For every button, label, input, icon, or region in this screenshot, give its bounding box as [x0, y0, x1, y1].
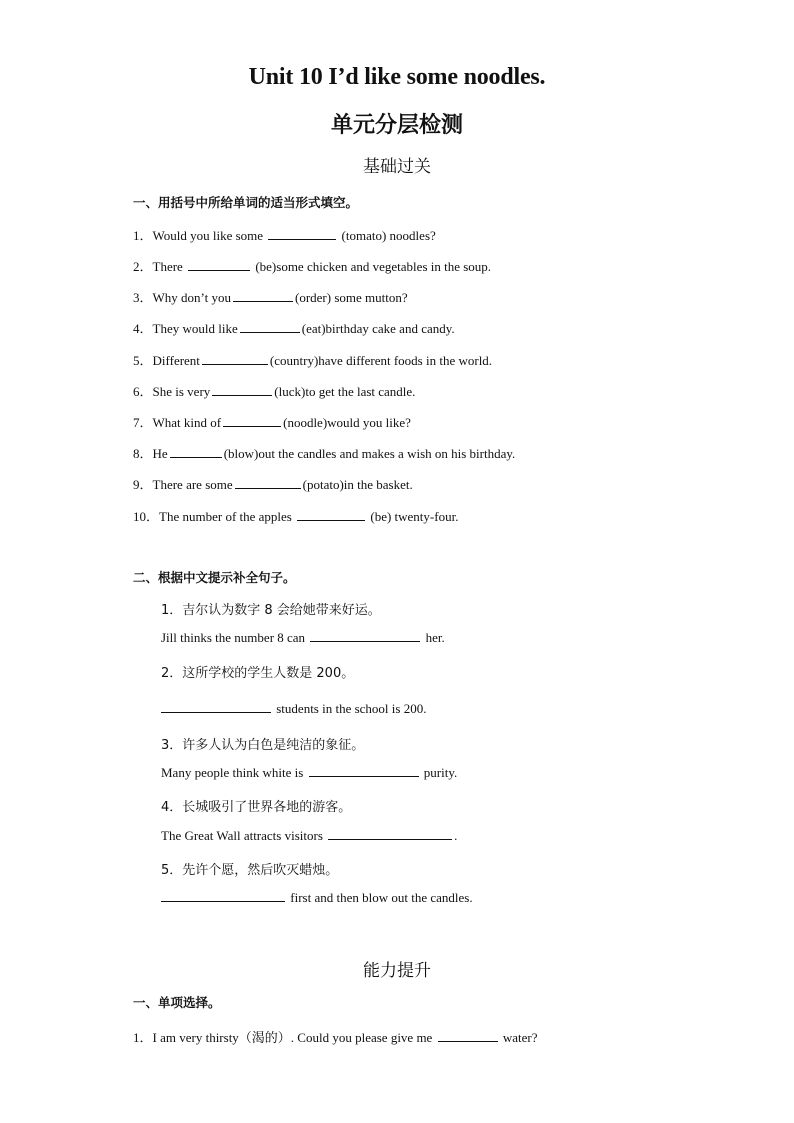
- en-sentence: [161, 828, 457, 844]
- question-text: The number of the apples: [159, 509, 292, 524]
- question-text: water?: [502, 1030, 538, 1045]
- section-ability-title: 能力提升: [363, 961, 431, 981]
- question-number: 3．: [133, 290, 153, 305]
- cn-prompt: 4．长城吸引了世界各地的游客。: [161, 800, 352, 815]
- question-text: There are some: [152, 477, 233, 492]
- question-item: [133, 1027, 537, 1046]
- sentence-text: The Great Wall attracts visitors: [161, 828, 323, 843]
- question-item: [133, 225, 436, 244]
- question-text: Would you like some: [152, 228, 264, 243]
- question-number: 6．: [133, 384, 153, 399]
- answer-blank[interactable]: [235, 477, 301, 489]
- answer-blank[interactable]: [297, 509, 365, 521]
- answer-blank[interactable]: [438, 1030, 498, 1042]
- part3-heading: 一、单项选择。: [133, 995, 221, 1010]
- question-text: I am very thirsty（渴的）. Could you please give me: [152, 1030, 433, 1045]
- answer-blank[interactable]: [223, 415, 281, 427]
- answer-blank[interactable]: [310, 630, 420, 642]
- answer-blank[interactable]: [328, 828, 452, 840]
- sentence-text: purity.: [423, 765, 458, 780]
- sentence-text: students in the school is 200.: [276, 701, 427, 716]
- question-text: (blow)out the candles and makes a wish on his birthday.: [223, 446, 516, 461]
- question-text: (be)some chicken and vegetables in the soup.: [255, 259, 492, 274]
- question-item: [133, 350, 492, 369]
- question-text: He: [152, 446, 168, 461]
- question-text: What kind of: [152, 415, 222, 430]
- en-sentence: [161, 701, 426, 717]
- answer-blank[interactable]: [309, 765, 419, 777]
- question-item: [133, 412, 411, 431]
- question-text: (eat)birthday cake and candy.: [301, 321, 455, 336]
- question-number: 2．: [133, 259, 153, 274]
- question-number: 9．: [133, 477, 153, 492]
- answer-blank[interactable]: [240, 321, 300, 333]
- question-number: 1．: [133, 228, 153, 243]
- sentence-text: Many people think white is: [161, 765, 304, 780]
- question-text: Different: [152, 353, 200, 368]
- question-number: 8．: [133, 446, 153, 461]
- question-item: [133, 443, 515, 462]
- question-text: (luck)to get the last candle.: [274, 384, 416, 399]
- question-number: 7．: [133, 415, 153, 430]
- en-sentence: [161, 890, 473, 906]
- question-number: 10．: [133, 509, 160, 524]
- cn-prompt: 3．许多人认为白色是纯洁的象征。: [161, 738, 365, 753]
- cn-prompt: 5．先许个愿，然后吹灭蜡烛。: [161, 863, 339, 878]
- question-text: (potato)in the basket.: [302, 477, 413, 492]
- en-sentence: [161, 630, 445, 646]
- question-item: [133, 318, 455, 337]
- cn-prompt: 2．这所学校的学生人数是 200。: [161, 666, 355, 681]
- part2-heading: 二、根据中文提示补全句子。: [133, 570, 296, 585]
- question-text: She is very: [152, 384, 211, 399]
- question-text: (country)have different foods in the world.: [269, 353, 493, 368]
- sentence-text: Jill thinks the number 8 can: [161, 630, 306, 645]
- answer-blank[interactable]: [188, 259, 250, 271]
- question-item: [133, 256, 491, 275]
- question-text: Why don’t you: [152, 290, 231, 305]
- question-text: They would like: [152, 321, 238, 336]
- answer-blank[interactable]: [161, 890, 285, 902]
- question-number: 1．: [133, 1030, 153, 1045]
- question-item: [133, 287, 408, 306]
- answer-blank[interactable]: [161, 701, 271, 713]
- question-item: [133, 474, 413, 493]
- section-basic-title: 基础过关: [363, 157, 431, 177]
- question-number: 5．: [133, 353, 153, 368]
- sentence-text: first and then blow out the candles.: [290, 890, 473, 905]
- sentence-text: .: [454, 828, 458, 843]
- en-sentence: [161, 765, 457, 781]
- sentence-text: her.: [425, 630, 445, 645]
- answer-blank[interactable]: [233, 290, 293, 302]
- question-text: There: [152, 259, 183, 274]
- question-number: 4．: [133, 321, 153, 336]
- part1-heading: 一、用括号中所给单词的适当形式填空。: [133, 195, 359, 210]
- answer-blank[interactable]: [212, 384, 272, 396]
- question-text: (noodle)would you like?: [283, 415, 411, 430]
- answer-blank[interactable]: [202, 353, 268, 365]
- cn-prompt: 1．吉尔认为数字 8 会给她带来好运。: [161, 603, 381, 618]
- question-item: [133, 506, 458, 525]
- question-text: (be) twenty-four.: [370, 509, 459, 524]
- answer-blank[interactable]: [268, 228, 336, 240]
- answer-blank[interactable]: [170, 446, 222, 458]
- question-text: (tomato) noodles?: [341, 228, 436, 243]
- question-item: [133, 381, 415, 400]
- test-title: 单元分层检测: [330, 113, 463, 138]
- question-text: (order) some mutton?: [295, 290, 408, 305]
- unit-title: Unit 10 I’d like some noodles.: [248, 64, 546, 90]
